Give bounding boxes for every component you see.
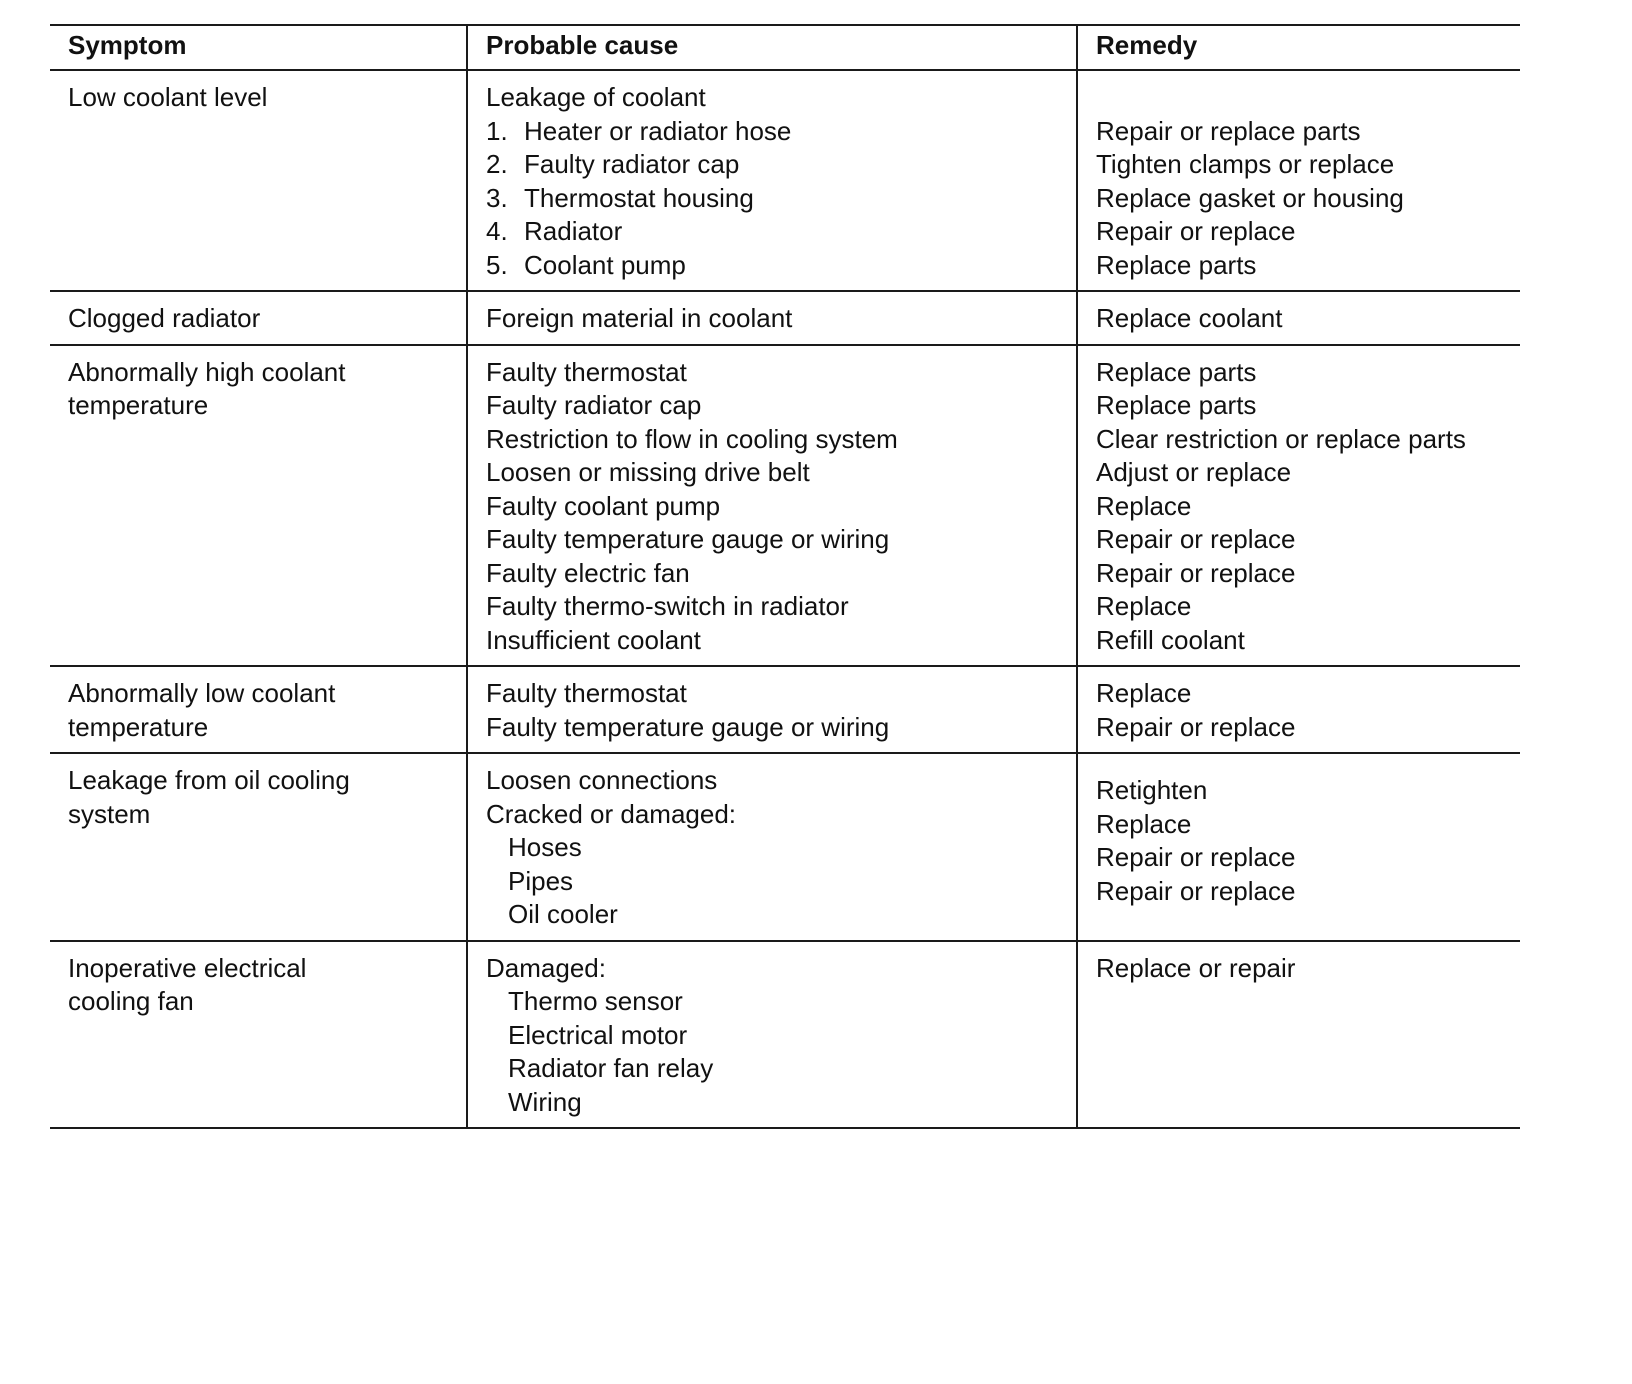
- cause-text: Faulty thermostat: [486, 678, 687, 708]
- cause-text: Faulty thermostat: [486, 356, 687, 387]
- symptom-cell: [50, 345, 467, 667]
- remedy-text: Repair or replace: [1096, 524, 1296, 554]
- cause-text: Coolant pump: [524, 249, 686, 280]
- cause-text: Insufficient coolant: [486, 624, 701, 655]
- symptom-text: system: [68, 798, 151, 829]
- cause-cell: [467, 666, 1077, 753]
- sub-cause-text: Oil cooler: [508, 899, 618, 929]
- cause-item: [486, 182, 1058, 216]
- cause-item: [486, 115, 1058, 149]
- remedy-text: Replace parts: [1096, 390, 1257, 420]
- symptom-text: temperature: [68, 390, 209, 420]
- sub-cause-text: Pipes: [508, 865, 574, 896]
- cause-cell: [467, 345, 1077, 667]
- header-symptom: Symptom: [50, 25, 467, 70]
- remedy-text: Repair or replace: [1096, 216, 1296, 246]
- table-row: [50, 666, 1520, 753]
- cause-cell: [467, 70, 1077, 291]
- symptom-cell: [50, 291, 467, 345]
- cause-text: Loosen connections: [486, 765, 718, 795]
- table-row: [50, 941, 1520, 1129]
- cause-cell: [467, 291, 1077, 345]
- symptom-text: Abnormally high coolant: [68, 356, 346, 387]
- cause-text: Cracked or damaged:: [486, 798, 737, 829]
- remedy-text: Replace gasket or housing: [1096, 182, 1404, 213]
- cause-text: Faulty electric fan: [486, 557, 690, 588]
- symptom-cell: [50, 666, 467, 753]
- symptom-text: Low coolant level: [68, 82, 268, 112]
- cause-number: 2.: [486, 149, 508, 179]
- cause-text: Foreign material in coolant: [486, 303, 793, 333]
- sub-cause-text: Wiring: [508, 1086, 582, 1117]
- table-row: [50, 345, 1520, 667]
- remedy-cell: [1077, 70, 1520, 291]
- symptom-text: Abnormally low coolant: [68, 678, 336, 708]
- remedy-text: Refill coolant: [1096, 624, 1245, 655]
- symptom-text: temperature: [68, 711, 209, 742]
- remedy-text: Replace: [1096, 490, 1192, 521]
- symptom-cell: [50, 941, 467, 1129]
- cause-text: Loosen or missing drive belt: [486, 457, 810, 487]
- cause-text: Faulty radiator cap: [486, 390, 702, 420]
- remedy-text: Replace parts: [1096, 249, 1257, 280]
- cause-text: Restriction to flow in cooling system: [486, 423, 898, 454]
- remedy-text: Replace: [1096, 591, 1192, 621]
- cause-text: Faulty temperature gauge or wiring: [486, 524, 890, 554]
- remedy-text: Adjust or replace: [1096, 457, 1292, 487]
- troubleshooting-table: [50, 24, 1520, 1129]
- remedy-text: Repair or replace: [1096, 875, 1296, 906]
- sub-cause-text: Electrical motor: [508, 1019, 688, 1050]
- sub-cause-text: Thermo sensor: [508, 986, 683, 1016]
- symptom-cell: [50, 753, 467, 941]
- remedy-cell: [1077, 666, 1520, 753]
- remedy-text: Replace: [1096, 678, 1192, 708]
- table-row: [50, 291, 1520, 345]
- cause-text: Faulty radiator cap: [524, 149, 740, 179]
- cause-text: Faulty coolant pump: [486, 490, 721, 521]
- cause-item: [486, 249, 1058, 283]
- remedy-text: Retighten: [1096, 775, 1208, 805]
- cause-item: [486, 148, 1058, 182]
- cause-text: Faulty temperature gauge or wiring: [486, 711, 890, 742]
- remedy-cell: [1077, 345, 1520, 667]
- header-remedy: Remedy: [1077, 25, 1520, 70]
- symptom-text: Clogged radiator: [68, 303, 261, 333]
- cause-text: Heater or radiator hose: [524, 115, 792, 146]
- remedy-text: Repair or replace: [1096, 842, 1296, 872]
- remedy-text: Repair or replace parts: [1096, 115, 1361, 146]
- cause-text: Radiator: [524, 216, 623, 246]
- cause-text: Thermostat housing: [524, 182, 754, 213]
- symptom-cell: [50, 70, 467, 291]
- cause-cell: [467, 941, 1077, 1129]
- remedy-text: Repair or replace: [1096, 557, 1296, 588]
- header-probable-cause: Probable cause: [467, 25, 1077, 70]
- remedy-text: Clear restriction or replace parts: [1096, 423, 1466, 454]
- table-row: [50, 70, 1520, 291]
- cause-item: [486, 215, 1058, 249]
- remedy-cell: [1077, 291, 1520, 345]
- header-row: [50, 25, 1520, 70]
- cause-text: Faulty thermo-switch in radiator: [486, 591, 849, 621]
- sub-cause-text: Radiator fan relay: [508, 1053, 714, 1083]
- cause-number: 5.: [486, 249, 508, 280]
- remedy-text: Replace parts: [1096, 356, 1257, 387]
- cause-number: 4.: [486, 216, 508, 246]
- cause-number: 1.: [486, 115, 508, 146]
- cause-cell: [467, 753, 1077, 941]
- remedy-text: Replace coolant: [1096, 303, 1283, 333]
- remedy-text: Tighten clamps or replace: [1096, 149, 1395, 179]
- table-row: [50, 753, 1520, 941]
- remedy-text: Replace: [1096, 808, 1192, 839]
- remedy-cell: [1077, 941, 1520, 1129]
- remedy-spacer: [1096, 81, 1502, 115]
- remedy-text: Replace or repair: [1096, 952, 1296, 983]
- remedy-cell: [1077, 753, 1520, 941]
- cause-text: Leakage of coolant: [486, 82, 706, 112]
- sub-cause-text: Hoses: [508, 832, 582, 862]
- cause-text: Damaged:: [486, 952, 606, 983]
- symptom-text: Leakage from oil cooling: [68, 765, 350, 795]
- cause-number: 3.: [486, 182, 508, 213]
- symptom-text: Inoperative electrical: [68, 952, 307, 983]
- remedy-text: Repair or replace: [1096, 711, 1296, 742]
- symptom-text: cooling fan: [68, 986, 194, 1016]
